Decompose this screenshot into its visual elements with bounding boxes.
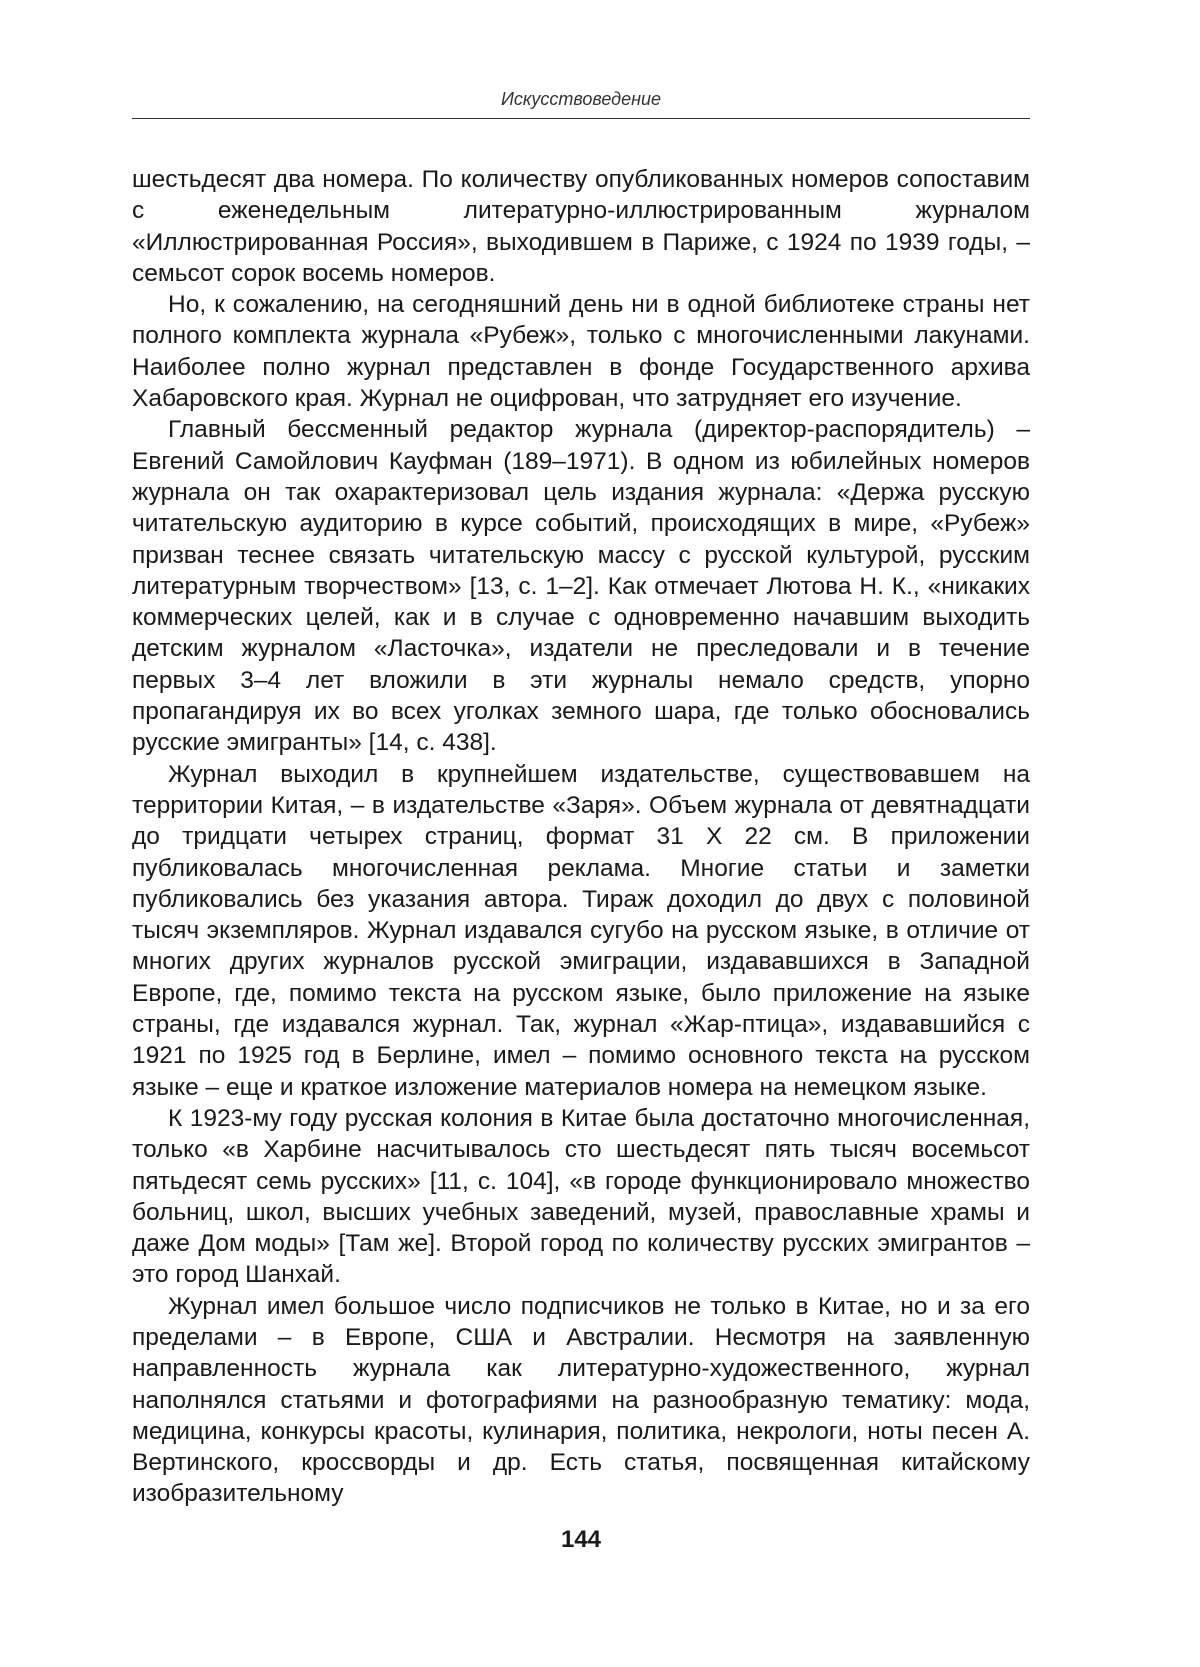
paragraph-2: Но, к сожалению, на сегодняшний день ни в одной библиотеке страны нет полного комплекта журнала «Рубеж», только с многочисленными лакунами. Наиболее полно журнал представлен в фонде Государственного архива Хабаровского края. Журнал не оцифрован, что затрудняет его изучение. bbox=[132, 291, 1030, 413]
paragraph-1: шестьдесят два номера. По количеству опубликованных номеров сопоставим с еженедельным литературно-иллюстрированным журналом «Иллюстрированная Россия», выходившем в Париже, с 1924 по 1939 годы, – семьсот сорок восемь номеров. bbox=[132, 166, 1030, 287]
header-rule bbox=[132, 118, 1030, 119]
running-head-title: Искусствоведение bbox=[500, 89, 662, 109]
paragraph-3: Главный бессменный редактор журнала (директор-распорядитель) – Евгений Самойлович Кауфман (189–1971). В одном из юбилейных номеров журнала он так охарактеризовал цель издания журнала: «Держа русскую читательскую аудиторию в курсе событий, происходящих в мире, «Рубеж» призван теснее связать читательскую массу с русской культурой, русским литературным творчеством» [13, с. 1–2]. Как отмечает Лютова Н. К., «никаких коммерческих целей, как и в случае с одновременно начавшим выходить детским журналом «Ласточка», издатели не преследовали и в течение первых 3–4 лет вложили в эти журналы немало средств, упорно пропагандируя их во всех уголках земного шара, где только обосновались русские эмигранты» [14, с. 438]. bbox=[132, 416, 1030, 757]
paragraph-6: Журнал имел большое число подписчиков не только в Китае, но и за его пределами – в Европе, США и Австралии. Несмотря на заявленную направленность журнала как литературно-художественного, журнал наполнялся статьями и фотографиями на разнообразную тематику: мода, медицина, конкурсы красоты, кулинария, политика, некрологи, ноты песен А. Вертинского, кроссворды и др. Есть статья, посвященная китайскому изобразительному bbox=[132, 1292, 1030, 1508]
paragraph-4: Журнал выходил в крупнейшем издательстве, существовавшем на территории Китая, – в издательстве «Заря». Объем журнала от девятнадцати до тридцати четырех страниц, формат 31 Х 22 см. В приложении публиковалась многочисленная реклама. Многие статьи и заметки публиковались без указания автора. Тираж доходил до двух с половиной тысяч экземпляров. Журнал издавался сугубо на русском языке, в отличие от многих других журналов русской эмиграции, издававшихся в Западной Европе, где, помимо текста на русском языке, было приложение на языке страны, где издавался журнал. Так, журнал «Жар-птица», издававшийся с 1921 по 1925 год в Берлине, имел – помимо основного текста на русском языке – еще и краткое изложение материалов номера на немецком языке. bbox=[132, 760, 1030, 1101]
page-number: 144 bbox=[560, 1526, 602, 1553]
paragraph-5: К 1923-му году русская колония в Китае была достаточно многочисленная, только «в Харбине насчитывалось сто шестьдесят пять тысяч восемьсот пятьдесят семь русских» [11, с. 104], «в городе функционировало множество больниц, школ, высших учебных заведений, музей, православные храмы и даже Дом моды» [Там же]. Второй город по количеству русских эмигрантов – это город Шанхай. bbox=[132, 1104, 1030, 1289]
article-body bbox=[132, 164, 1030, 1510]
